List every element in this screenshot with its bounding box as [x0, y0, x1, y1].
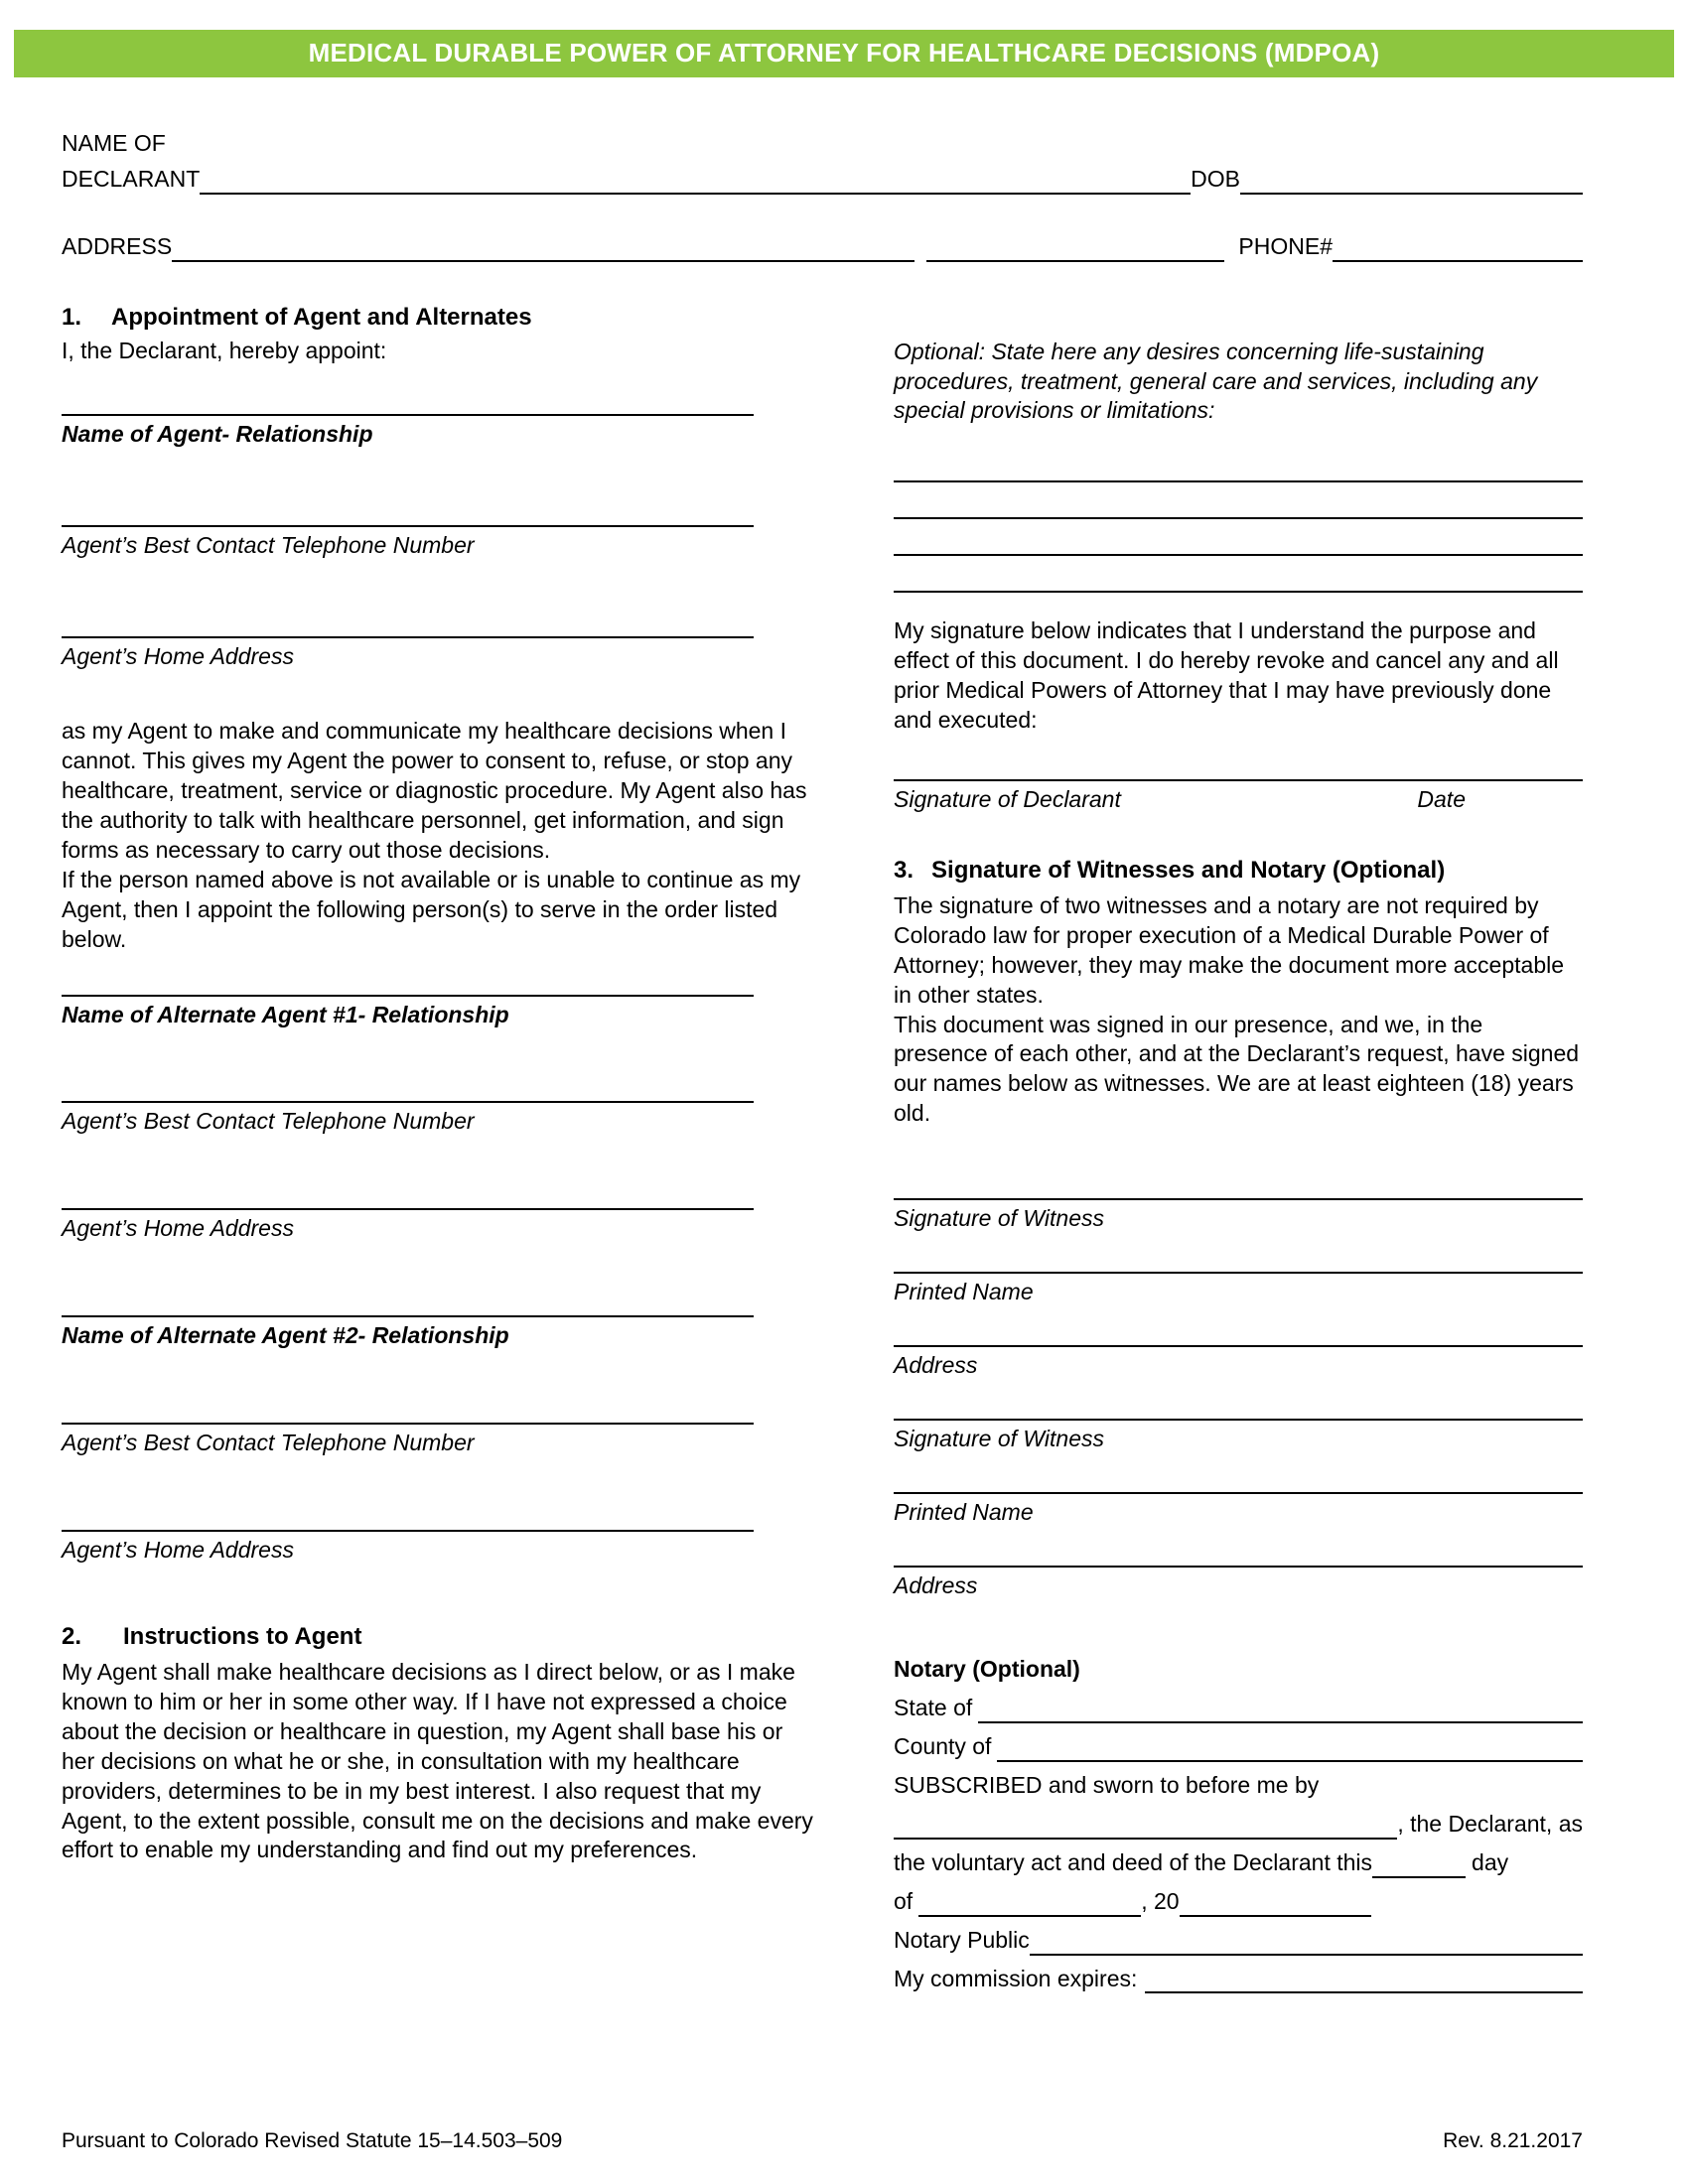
address-line[interactable]: [172, 232, 914, 262]
witness1-address-line[interactable]: [894, 1325, 1583, 1347]
witness2-signature-label: Signature of Witness: [894, 1425, 1105, 1451]
alternate2-address-line[interactable]: [62, 1506, 754, 1532]
section3-title: Signature of Witnesses and Notary (Optional): [931, 856, 1446, 884]
page-footer: [62, 2127, 1583, 2154]
commission-label: My commission expires:: [894, 1965, 1138, 1991]
phone-line[interactable]: [1333, 232, 1583, 262]
declarant-name-row: [62, 165, 1583, 195]
year-line[interactable]: [1180, 1887, 1371, 1917]
notary-state-row: [894, 1694, 1583, 1723]
signature-of-declarant-label: Signature of Declarant: [894, 785, 1121, 812]
witness1-signature-label: Signature of Witness: [894, 1205, 1105, 1232]
notary-public-row: [894, 1926, 1583, 1956]
state-line[interactable]: [978, 1694, 1583, 1723]
witness1-printed-name-field: [894, 1252, 1583, 1307]
agent-address-label: Agent’s Home Address: [62, 642, 294, 669]
declarant-address-row: [62, 232, 1583, 262]
declarant-as-text: , the Declarant, as: [1397, 1811, 1583, 1838]
section3-body2: This document was signed in our presence, and we, in the presence of each other, and at the Declarant’s request, have signed our names below as witnesses. We are at least eighteen (18) years old.: [894, 1011, 1580, 1127]
section1-title: Appointment of Agent and Alternates: [111, 303, 532, 331]
agent-name-line[interactable]: [62, 390, 754, 416]
subscriber-name-row: [894, 1810, 1583, 1840]
alternate1-address-line[interactable]: [62, 1184, 754, 1210]
witness1-printed-name-label: Printed Name: [894, 1279, 1034, 1304]
notary-public-line[interactable]: [1030, 1926, 1583, 1956]
dob-label: DOB: [1191, 165, 1240, 192]
section1-number: 1.: [62, 303, 82, 331]
witness2-address-label: Address: [894, 1571, 978, 1598]
form-body: [62, 117, 1583, 1993]
optional-desires-note: Optional: State here any desires concerning life-sustaining procedures, treatment, general care and services, including any special provisions or limitations:: [894, 338, 1538, 424]
notary-heading: Notary (Optional): [894, 1656, 1080, 1683]
voluntary-act-text: the voluntary act and deed of the Declarant this: [894, 1848, 1373, 1875]
subscribed-text: SUBSCRIBED and sworn to before me by: [894, 1772, 1320, 1799]
witness1-printed-name-line[interactable]: [894, 1252, 1583, 1274]
witness2-printed-name-label: Printed Name: [894, 1498, 1034, 1525]
signature-caption-row: [894, 785, 1583, 815]
date-label: Date: [1417, 785, 1466, 812]
commission-line[interactable]: [1145, 1965, 1583, 1994]
witness2-address-line[interactable]: [894, 1546, 1583, 1568]
declarant-name-label-top: NAME OF: [62, 130, 166, 156]
alternate2-phone-field: [62, 1399, 816, 1458]
two-column-layout: [62, 302, 1583, 1994]
alternate2-name-field: [62, 1292, 816, 1351]
alternate2-address-label: Agent’s Home Address: [62, 1537, 294, 1563]
header-bar: [14, 30, 1674, 77]
voluntary-act-row: [894, 1848, 1583, 1878]
alternate1-name-field: [62, 971, 816, 1030]
desires-line-3[interactable]: [894, 519, 1583, 556]
agent-name-label: Name of Agent- Relationship: [62, 420, 373, 447]
section2-heading: [62, 1621, 816, 1652]
agent-address-field: [62, 613, 816, 672]
declarant-name-line[interactable]: [200, 165, 1191, 195]
state-of-label: State of: [894, 1695, 973, 1721]
section2-body: My Agent shall make healthcare decisions as I direct below, or as I make known to him or her in some other way. If I have not expressed a choice about the decision or healthcare in question, my Agent shall base his or her decisions on what he or she, in consultation with my healthcare providers, determines to be in my best interest. I also request that my Agent, to the extent possible, consult me on the decisions and make every effort to enable my understanding and find out my preferences.: [62, 1659, 813, 1863]
section3-heading: [894, 855, 1583, 886]
statute-reference: Pursuant to Colorado Revised Statute 15–14.503–509: [62, 2128, 563, 2152]
declarant-signature-line[interactable]: [894, 755, 1583, 781]
of-word: of: [894, 1887, 914, 1914]
alternate1-phone-field: [62, 1077, 816, 1137]
alternate2-phone-line[interactable]: [62, 1399, 754, 1425]
section2-title: Instructions to Agent: [123, 1622, 362, 1650]
county-line[interactable]: [997, 1732, 1583, 1762]
witness2-address-field: [894, 1546, 1583, 1601]
desires-write-in-area: [894, 446, 1583, 593]
section1-body2: If the person named above is not available or is unable to continue as my Agent, then I appoint the following person(s) to serve in the order listed below.: [62, 866, 801, 952]
phone-label: PHONE#: [1238, 232, 1333, 259]
notary-public-label: Notary Public: [894, 1926, 1030, 1953]
agent-phone-line[interactable]: [62, 501, 754, 527]
subscriber-name-line[interactable]: [894, 1810, 1397, 1840]
alternate2-phone-label: Agent’s Best Contact Telephone Number: [62, 1430, 475, 1456]
witness1-signature-line[interactable]: [894, 1178, 1583, 1200]
agent-address-line[interactable]: [62, 613, 754, 638]
revision-date: Rev. 8.21.2017: [1443, 2128, 1583, 2152]
alternate2-name-label: Name of Alternate Agent #2- Relationship: [62, 1322, 509, 1349]
agent-phone-field: [62, 501, 816, 561]
declarant-block: [62, 129, 1583, 262]
witness2-printed-name-field: [894, 1472, 1583, 1528]
section1-intro: I, the Declarant, hereby appoint:: [62, 337, 387, 363]
desires-line-1[interactable]: [894, 446, 1583, 482]
witness2-printed-name-line[interactable]: [894, 1472, 1583, 1494]
left-column: [62, 302, 816, 1994]
notary-county-row: [894, 1732, 1583, 1762]
alternate1-phone-label: Agent’s Best Contact Telephone Number: [62, 1108, 475, 1135]
dob-line[interactable]: [1240, 165, 1583, 195]
witness2-signature-line[interactable]: [894, 1399, 1583, 1421]
agent-phone-label: Agent’s Best Contact Telephone Number: [62, 531, 475, 558]
alternate1-name-line[interactable]: [62, 971, 754, 997]
alternate2-address-field: [62, 1506, 816, 1566]
desires-line-4[interactable]: [894, 556, 1583, 593]
alternate1-address-field: [62, 1184, 816, 1244]
year-prefix: , 20: [1141, 1887, 1180, 1914]
section3-number: 3.: [894, 856, 914, 884]
desires-line-2[interactable]: [894, 482, 1583, 519]
section1-body1: as my Agent to make and communicate my healthcare decisions when I cannot. This gives my Agent the power to consent to, refuse, or stop any healthcare, treatment, service or diagnostic procedure. My Agent also has the authority to talk with healthcare personnel, get information, and sign forms as necessary to carry out those decisions.: [62, 718, 807, 863]
month-line[interactable]: [918, 1887, 1141, 1917]
agent-name-field: [62, 390, 816, 450]
day-line[interactable]: [1372, 1848, 1466, 1878]
witness1-signature-field: [894, 1178, 1583, 1234]
alternate1-name-label: Name of Alternate Agent #1- Relationship: [62, 1001, 509, 1027]
section2-number: 2.: [62, 1622, 82, 1650]
revoke-paragraph: My signature below indicates that I understand the purpose and effect of this document. I do hereby revoke and cancel any and all prior Medical Powers of Attorney that I may have previously done and executed:: [894, 617, 1559, 734]
alternate1-phone-line[interactable]: [62, 1077, 754, 1103]
witness1-address-field: [894, 1325, 1583, 1381]
document-title: MEDICAL DURABLE POWER OF ATTORNEY FOR HEALTHCARE DECISIONS (MDPOA): [308, 38, 1380, 68]
day-word: day: [1472, 1848, 1509, 1875]
county-of-label: County of: [894, 1733, 992, 1760]
commission-row: [894, 1965, 1583, 1994]
section3-body1: The signature of two witnesses and a notary are not required by Colorado law for proper execution of a Medical Durable Power of Attorney; however, they may make the document more acceptable in other states.: [894, 891, 1565, 1008]
witness2-signature-field: [894, 1399, 1583, 1454]
section1-heading: [62, 302, 816, 333]
alternate2-name-line[interactable]: [62, 1292, 754, 1317]
address-label: ADDRESS: [62, 232, 173, 259]
declarant-name-label: DECLARANT: [62, 165, 201, 192]
month-year-row: [894, 1887, 1583, 1917]
address-line-2[interactable]: [926, 232, 1224, 262]
witness1-address-label: Address: [894, 1351, 978, 1378]
right-column: [894, 302, 1583, 1994]
alternate1-address-label: Agent’s Home Address: [62, 1215, 294, 1242]
